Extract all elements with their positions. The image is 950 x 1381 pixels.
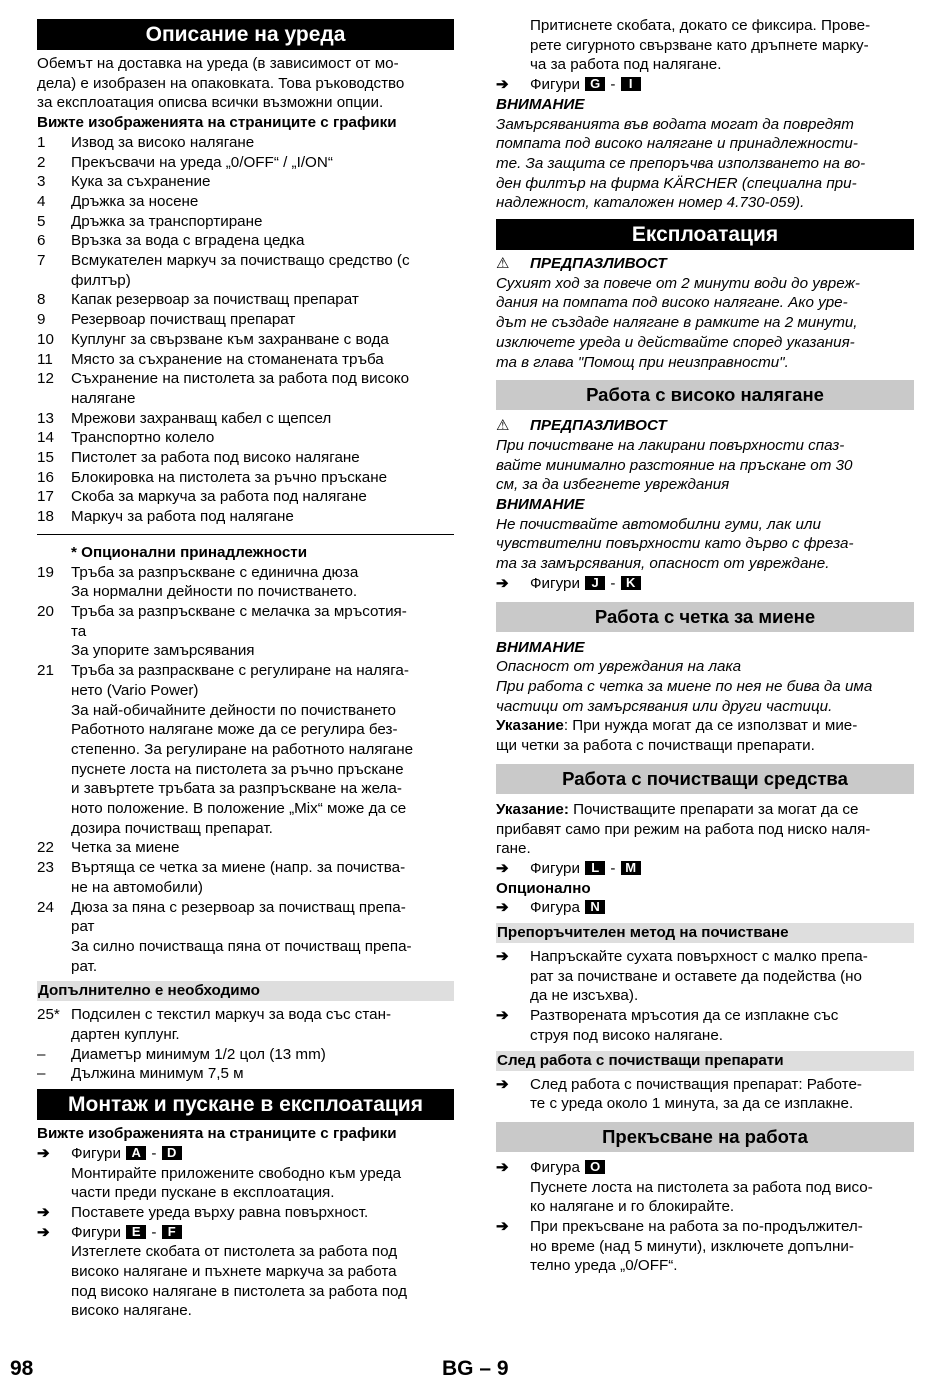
figure-reference [496,1158,914,1178]
figures-label: Фигури [71,1223,121,1241]
arrow-icon: ➔ [496,1075,509,1093]
parts-list-item [37,448,454,468]
item-text-line: Дюза за пяна с резервоар за почистващ препа- [71,898,406,916]
item-text-line: Връзка за вода с вградена цедка [71,232,305,250]
item-text-line: За упорите замърсявания [71,642,255,660]
figures-label: Фигури [71,1144,121,1162]
item-text-line: Дръжка за транспортиране [71,212,263,230]
attention-text: Не почиствайте автомобилни гуми, лак или чувствителни повърхности като дърво с фреза- та за замърсявания, опасност от увреждане. [496,515,854,573]
parts-list-item [37,172,454,192]
parts-list-item [37,369,454,408]
figures-label: Фигури [530,76,580,94]
item-text-line: Подсилен с текстил маркуч за вода със стан- [71,1006,392,1024]
item-number: 23 [37,859,54,877]
arrow-icon: ➔ [496,899,509,917]
item-text-line: Тръба за разпраскване с регулиране на наляга- [71,662,409,680]
optional-accessories-title: * Опционални принадлежности [71,543,308,561]
figure-badge: E [126,1225,146,1239]
item-number: 2 [37,153,46,171]
item-number: 8 [37,291,46,309]
item-text-line: Извод за високо налягане [71,133,255,151]
item-text-line: Всмукателен маркуч за почистващо средство (с [71,252,410,270]
item-number: 17 [37,488,54,506]
item-text-line: Работното налягане може да се регулира без- [71,721,398,739]
section-heading-detergents: Работа с почистващи средства [496,764,914,794]
figures-label: Фигури [530,574,580,592]
requirement-item [37,1045,454,1065]
arrow-icon: ➔ [37,1223,50,1241]
parts-list-item [37,153,454,173]
section-heading-interrupt: Прекъсване на работа [496,1122,914,1152]
arrow-icon: ➔ [496,1218,509,1236]
item-text-line: Мрежови захранващ кабел с щепсел [71,409,332,427]
item-text-line: За силно почистваща пяна от почистващ препа- [71,937,412,955]
item-text-line: не на автомобили) [71,878,203,896]
section-heading-method: Препоръчителен метод на почистване [496,923,914,943]
figure-reference: ➔ Фигури J - K [496,574,914,594]
item-text-line: нето (Vario Power) [71,681,199,699]
step-text-line: високо налягане и пъхнете маркуча за работа [71,1263,397,1281]
requirement-item [37,1064,454,1084]
attention-label: ВНИМАНИЕ [496,638,585,656]
item-text-line: та [71,622,87,640]
accessory-item [37,838,454,858]
item-text-line: дартен куплунг. [71,1026,180,1044]
item-number: 21 [37,662,54,680]
step-text-line: Изтеглете скобата от пистолета за работа под [71,1243,398,1261]
note-label: Указание [496,717,564,735]
item-number: 7 [37,252,46,270]
item-number: 16 [37,468,54,486]
see-images-note: Вижте изображенията на страниците с графики [37,114,397,132]
figure-badge: M [621,861,641,875]
attention-label: ВНИМАНИЕ [496,496,585,514]
item-number: 14 [37,429,54,447]
item-number: 13 [37,409,54,427]
accessory-item [37,563,454,602]
item-text-line: Транспортно колело [71,429,215,447]
method-item: ➔ Напръскайте сухата повърхност с малко препа- рат за почистване и оставете да подейства (но да не изсъхва). [496,948,868,1005]
item-number: 20 [37,602,54,620]
item-text-line: Резервоар почистващ препарат [71,311,296,329]
arrow-icon: ➔ [37,1144,50,1162]
item-number: 15 [37,449,54,467]
item-text-line: За най-обичайните дейности по почистването [71,701,396,719]
item-text-line: ното положение. В положение „Mix“ може да се [71,800,407,818]
intro-paragraph [37,54,454,113]
intro-line: Обемът на доставка на уреда (в зависимост от мо- [37,55,399,72]
item-text-line: и завъртете тръбата за разпръскване на жела- [71,780,402,798]
after-item: ➔ След работа с почистващия препарат: Работе- те с уреда около 1 минута, за да се изплакне. [496,1075,862,1113]
figure-reference [496,898,914,918]
section-heading-high-pressure: Работа с високо налягане [496,380,914,410]
parts-list-item [37,133,454,153]
arrow-icon: ➔ [496,859,509,877]
section-heading-assembly: Монтаж и пускане в експлоатация [37,1089,454,1120]
attention-text: Опасност от увреждания на лака При работа с четка за миене по нея не бива да има частици от замърсявания или други частици. [496,658,873,715]
item-text-line: степенно. За регулиране на работното налягане [71,740,414,758]
caution-text: При почистване на лакирани повърхности спаз- вайте минимално разстояние на пръскане от 30 см, за да избегнете увреждания [496,436,853,494]
parts-list-item [37,212,454,232]
item-number: 1 [37,133,46,151]
attention-text: Замърсяванията във водата могат да повредят помпата под високо налягане и принадлежности- те. За защита се препоръчва използването на во- ден филтър на фирма KÄRCHER (специална при- надлежност, каталожен номер 4.730-059). [496,115,866,212]
section-heading-additional: Допълнително е необходимо [37,981,454,1001]
item-text-line: пуснете лоста на пистолета за ръчно пръскане [71,760,404,778]
caution-heading [496,254,914,274]
figure-badge: J [585,576,605,590]
item-text-line: Прекъсвачи на уреда „0/OFF“ / „I/ON“ [71,153,333,171]
note-line: прибавят само при режим на работа под ниско наля- [496,820,871,838]
interrupt-item: ➔ При прекъсване на работа за по-продължител- но време (над 5 минути), изключете допълни- телно уреда „0/OFF“. [496,1218,863,1275]
accessory-item [37,602,454,661]
item-text-line: налягане [71,389,136,407]
intro-line: дела) е изобразен на опаковката. Това ръководство [37,74,405,92]
optional-label: Опционално [496,879,591,897]
note-paragraph: Указание: Почистващите препарати за могат да се [496,800,859,818]
additional-requirements-list [37,1005,454,1084]
step-text-line: рете сигурното свързване като дръпнете марку- [530,36,869,54]
parts-list-item [37,468,454,488]
item-number: 12 [37,370,54,388]
item-number: 22 [37,839,54,857]
item-text-line: Тръба за разпръскване с единична дюза [71,563,359,581]
item-number: 19 [37,563,54,581]
figure-badge: O [585,1160,605,1174]
parts-list-item [37,350,454,370]
figure-badge: D [162,1146,182,1160]
step-text-line: части преди пускане в експлоатация. [71,1184,335,1202]
section-heading-brush: Работа с четка за миене [496,602,914,632]
parts-list-item [37,231,454,251]
note-label: Указание: [496,800,569,818]
caution-heading [496,416,914,436]
arrow-icon: ➔ [496,574,509,592]
item-text-line: Дължина минимум 7,5 м [71,1065,244,1083]
item-text-line: рат. [71,957,98,975]
requirement-item [37,1005,454,1044]
item-text-line: Куплунг за свързване към захранване с вода [71,330,389,348]
figure-label: Фигура [530,899,580,917]
item-number: 5 [37,212,46,230]
item-number: 11 [37,350,53,368]
note-paragraph: Указание: При нужда могат да се използват и мие- [496,717,858,735]
figure-badge: K [621,576,641,590]
optional-accessories-list [37,563,454,977]
item-number: 3 [37,173,46,191]
figure-reference: ➔ Фигури L - M [496,859,914,879]
right-column [496,16,914,1276]
parts-list [37,133,454,527]
caution-text: Сухият ход за повече от 2 минути води до увреж- дания на помпата под високо налягане. Ако уре- дът не създаде налягане в рамките на 2 минути, изключете уреда и действайте според указания- та в глава "Помощ при неизправности". [496,274,860,371]
item-text-line: Диаметър минимум 1/2 цол (13 mm) [71,1045,326,1063]
arrow-icon: ➔ [496,1007,509,1025]
item-number: 18 [37,508,54,526]
section-heading-operation: Експлоатация [496,219,914,250]
item-number: 6 [37,232,46,250]
arrow-icon: ➔ [496,1158,509,1176]
item-text-line: Блокировка на пистолета за ръчно пръскане [71,468,388,486]
warning-icon: ⚠ [496,255,510,273]
parts-list-item [37,330,454,350]
parts-list-item [37,192,454,212]
item-number: 4 [37,192,46,210]
step-text-line: високо налягане. [71,1302,192,1320]
attention-label: ВНИМАНИЕ [496,95,585,113]
see-images-note: Вижте изображенията на страниците с графики [37,1125,397,1143]
caution-label: ПРЕДПАЗЛИВОСТ [530,417,667,435]
item-number: – [37,1045,46,1063]
page-number: 98 [10,1357,34,1380]
assembly-step: ➔ Фигури A - D [37,1144,454,1164]
figure-reference: ➔ Фигури G - I [496,75,914,95]
arrow-icon: ➔ [37,1203,50,1221]
item-text-line: Дръжка за носене [71,192,199,210]
item-text-line: Въртяща се четка за миене (напр. за почиства- [71,859,406,877]
parts-list-item [37,310,454,330]
figure-badge: L [585,861,605,875]
caution-label: ПРЕДПАЗЛИВОСТ [530,255,667,273]
item-number: 24 [37,898,54,916]
assembly-step [37,1203,454,1223]
item-text-line: Място за съхранение на стоманената тръба [71,350,384,368]
accessory-item [37,898,454,977]
method-item: ➔ Разтворената мръсотия да се изплакне със струя под високо налягане. [496,1007,839,1044]
left-column [37,16,454,1321]
item-number: – [37,1065,46,1083]
item-number: 10 [37,330,54,348]
item-text-line: Капак резервоар за почистващ препарат [71,291,359,309]
accessory-item [37,858,454,897]
parts-list-item [37,428,454,448]
figure-label: Фигура [530,1158,580,1176]
parts-list-item [37,251,454,290]
note-line: щи четки за работа с почистващи препарати. [496,737,815,755]
arrow-icon: ➔ [496,76,509,94]
item-text-line: За нормални дейности по почистването. [71,583,358,601]
item-text-line: Съхранение на пистолета за работа под високо [71,370,410,388]
parts-list-item [37,507,454,527]
item-text-line: Четка за миене [71,839,180,857]
item-text-line: Скоба за маркуча за работа под налягане [71,488,367,506]
item-number: 9 [37,311,46,329]
assembly-step: ➔ Фигури E - F [37,1223,454,1243]
item-number: 25* [37,1006,60,1024]
figure-badge: A [126,1146,146,1160]
section-heading-after: След работа с почистващи препарати [496,1051,914,1071]
divider [37,534,454,535]
figures-label: Фигури [530,859,580,877]
warning-icon: ⚠ [496,417,510,435]
parts-list-item [37,409,454,429]
parts-list-item [37,487,454,507]
figure-badge: G [585,77,605,91]
step-text-line: ча за работа под налягане. [530,56,722,74]
arrow-icon: ➔ [496,948,509,966]
item-text-line: Маркуч за работа под налягане [71,508,294,526]
intro-line: за експлоатация описва всички възможни опции. [37,94,384,112]
item-text-line: Пистолет за работа под високо налягане [71,449,360,467]
figure-badge: F [162,1225,182,1239]
note-line: гане. [496,840,531,858]
section-heading-description: Описание на уреда [37,19,454,50]
item-text-line: рат [71,918,95,936]
item-text-line: Тръба за разпръскване с мелачка за мръсотия- [71,602,407,620]
step-text-line: Монтирайте приложените свободно към уреда [71,1164,402,1182]
step-text-line: Поставете уреда върху равна повърхност. [71,1203,369,1221]
step-text-line: под високо налягане в пистолета за работа под [71,1282,408,1300]
figure-badge: N [585,900,605,914]
step-text-line: ко налягане и го блокирайте. [530,1198,735,1216]
page-code: BG – 9 [442,1357,509,1380]
item-text-line: дозира почистващ препарат. [71,819,273,837]
figure-badge: I [621,77,641,91]
item-text-line: Кука за съхранение [71,173,211,191]
step-text-line: Притиснете скобата, докато се фиксира. Прове- [530,17,871,34]
step-text-line: Пуснете лоста на пистолета за работа под висо- [530,1178,873,1196]
parts-list-item [37,290,454,310]
accessory-item [37,661,454,838]
item-text-line: филтър) [71,271,131,289]
